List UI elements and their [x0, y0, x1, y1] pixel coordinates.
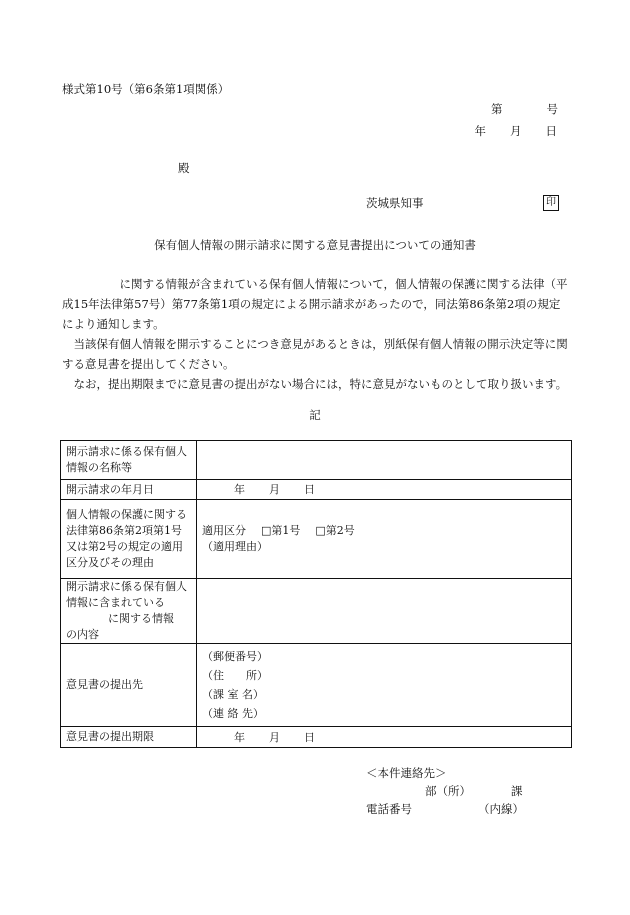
issue-date — [475, 126, 558, 138]
contact-section-label: 課 — [511, 784, 523, 798]
document-number — [491, 104, 558, 116]
issue-date-year: 年 — [474, 124, 486, 138]
submit-postal: （郵便番号） — [202, 650, 268, 663]
notice-body — [62, 274, 570, 394]
content-label-line: の内容 — [66, 628, 99, 641]
table-row — [61, 500, 572, 579]
content-label-line: に関する情報 — [108, 612, 174, 625]
row-label-category: 個人情報の保護に関する法律第86条第2項第1号又は第2号の規定の適用区分及びその理由 — [61, 500, 197, 579]
notice-paragraph: なお，提出期限までに意見書の提出がない場合には，特に意見がないものとして取り扱います。 — [62, 377, 568, 391]
notice-paragraph: 当該保有個人情報を開示することにつき意見があるときは，別紙保有個人情報の開示決定等に関する意見書を提出してください。 — [62, 337, 568, 371]
submit-contact: （連 絡 先） — [202, 707, 264, 720]
row-value-submit-to — [197, 644, 572, 727]
submit-section: （課 室 名） — [202, 688, 264, 701]
row-value-deadline — [197, 727, 572, 748]
table-row — [61, 480, 572, 500]
contact-header: ＜本件連絡先＞ — [366, 766, 447, 780]
details-table — [60, 440, 572, 748]
content-label-line: 開示請求に係る保有個人情報に含まれている — [66, 580, 187, 609]
contact-phone-label: 電話番号 — [366, 802, 412, 816]
document-title: 保有個人情報の開示請求に関する意見書提出についての通知書 — [154, 238, 476, 252]
contact-phone — [366, 804, 524, 816]
row-label-submit-to: 意見書の提出先 — [61, 644, 197, 727]
deadline-year: 年 — [234, 730, 245, 744]
deadline-day: 日 — [304, 730, 315, 744]
sender-name: 茨城県知事 — [366, 196, 424, 210]
row-label-content — [61, 579, 197, 644]
contact-dept-label: 部（所） — [425, 784, 471, 798]
row-value-request-date — [197, 480, 572, 500]
issue-date-day: 日 — [545, 124, 557, 138]
row-label-request-date: 開示請求の年月日 — [61, 480, 197, 500]
table-row — [61, 727, 572, 748]
table-row — [61, 579, 572, 644]
seal-mark: 印 — [543, 195, 559, 211]
table-row — [61, 644, 572, 727]
submit-address: （住 所） — [202, 669, 268, 682]
contact-extension: （内線） — [478, 802, 524, 816]
doc-number-go: 号 — [546, 102, 558, 116]
category-option-2: □第2号 — [315, 524, 355, 537]
row-value-category — [197, 500, 572, 579]
row-label-deadline: 意見書の提出期限 — [61, 727, 197, 748]
request-date-month: 月 — [269, 483, 280, 496]
row-label-info-name: 開示請求に係る保有個人情報の名称等 — [61, 441, 197, 480]
form-number: 様式第10号（第6条第1項関係） — [62, 82, 230, 96]
request-date-day: 日 — [304, 483, 315, 496]
category-option-1: □第1号 — [261, 524, 301, 537]
row-value-content — [197, 579, 572, 644]
table-row — [61, 441, 572, 480]
deadline-month: 月 — [269, 730, 280, 744]
issue-date-month: 月 — [510, 124, 522, 138]
contact-department — [425, 786, 523, 798]
ki-heading: 記 — [309, 408, 321, 422]
notice-paragraph: に関する情報が含まれている保有個人情報について，個人情報の保護に関する法律（平成15年法律第57号）第77条第1項の規定による開示請求があったので，同法第86条第2項の規定により通知します。 — [62, 277, 568, 331]
category-reason: （適用理由） — [202, 540, 268, 553]
request-date-year: 年 — [234, 483, 245, 496]
addressee-honorific: 殿 — [178, 161, 190, 175]
doc-number-dai: 第 — [491, 102, 503, 116]
category-label: 適用区分 — [202, 524, 246, 537]
row-value-info-name — [197, 441, 572, 480]
